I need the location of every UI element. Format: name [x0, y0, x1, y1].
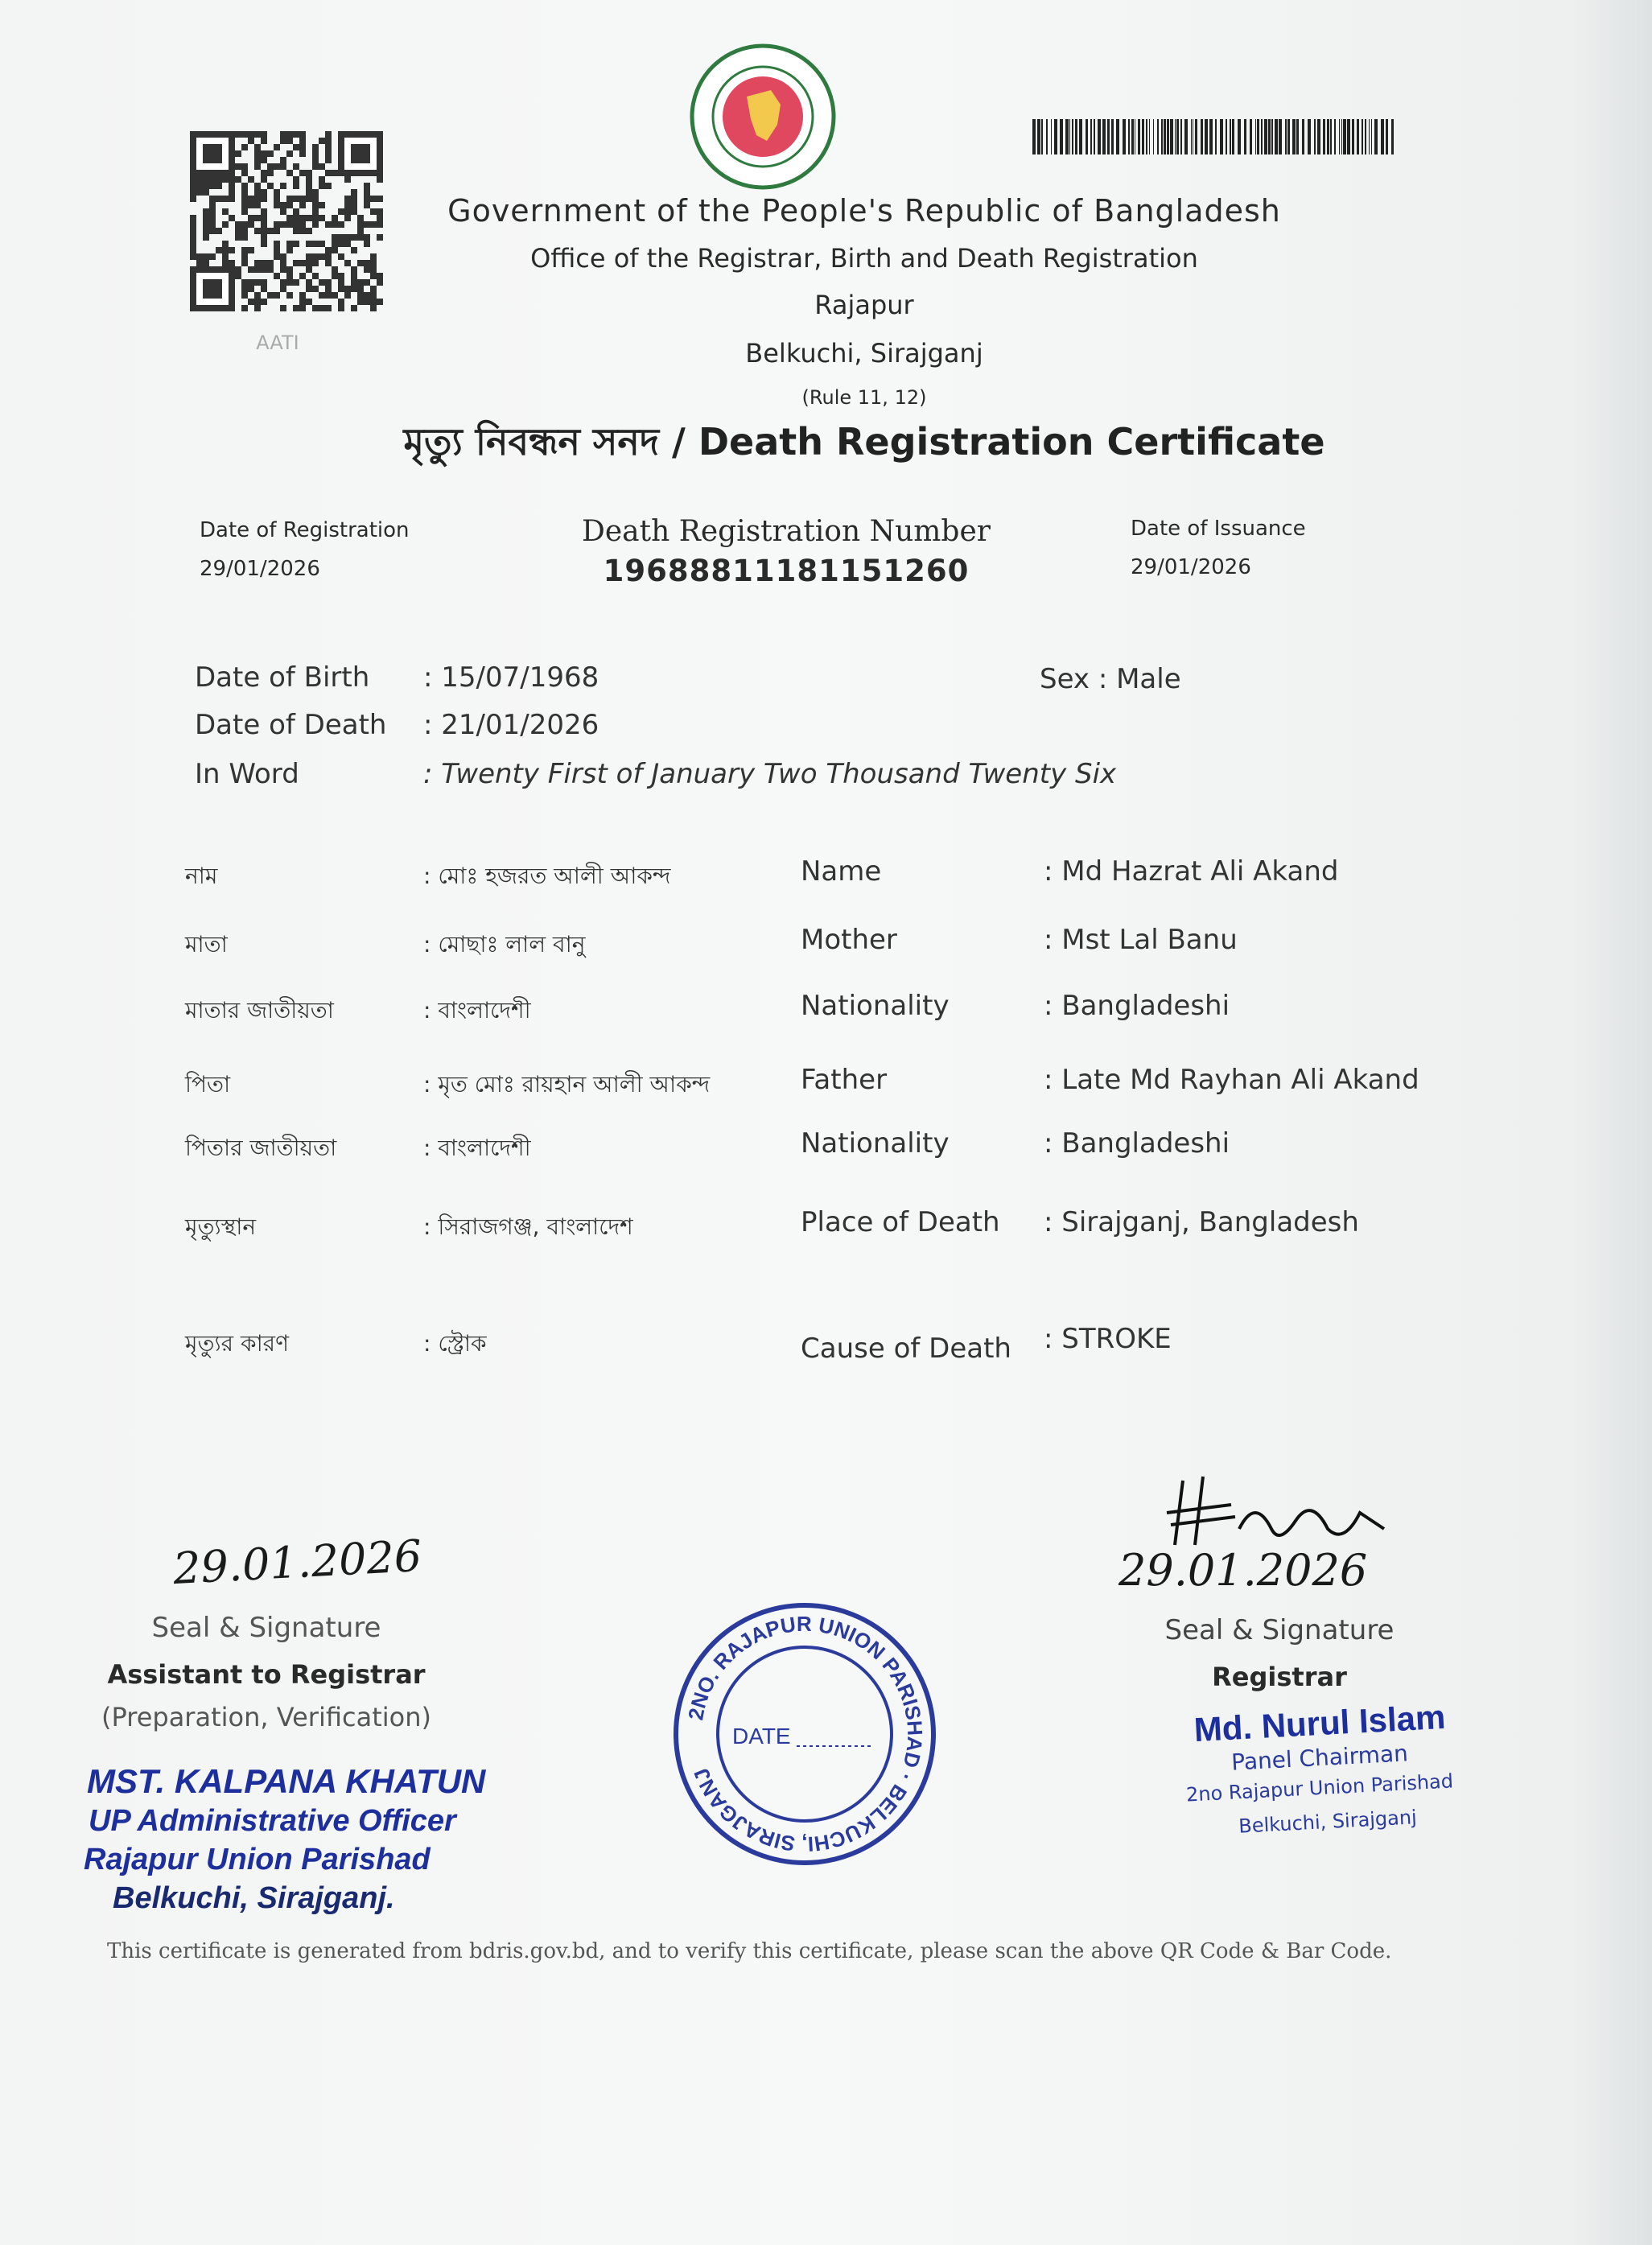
date-of-registration: 29/01/2026 — [200, 557, 320, 581]
registrar-stamp-line: Md. Nurul Islam — [1193, 1697, 1447, 1749]
registrar-role: Registrar — [1212, 1662, 1347, 1692]
bengali-field-label: পিতা — [185, 1071, 231, 1098]
field-value: : Mst Lal Banu — [1044, 924, 1238, 956]
union-parishad-round-stamp — [668, 1597, 941, 1871]
field-value: : STROKE — [1044, 1323, 1172, 1355]
left-seal-label: Seal & Signature — [151, 1612, 381, 1644]
bengali-field-label: মৃত্যুস্থান — [185, 1213, 257, 1240]
date-of-issuance-label: Date of Issuance — [1131, 517, 1306, 541]
bengali-field-label: নাম — [185, 863, 218, 889]
bengali-field-value: : মোঃ হজরত আলী আকন্দ — [423, 863, 671, 889]
qr-code — [188, 131, 385, 311]
registrar-handwritten-date: 29.01.2026 — [1118, 1545, 1368, 1596]
dod-label: Date of Death — [195, 709, 387, 741]
bengali-field-label: মাতা — [185, 931, 228, 958]
field-label: Name — [801, 855, 882, 888]
svg-text:DATE: DATE — [732, 1724, 791, 1749]
government-emblem — [682, 40, 843, 193]
bengali-field-label: পিতার জাতীয়তা — [185, 1135, 337, 1161]
field-label: Mother — [801, 924, 897, 956]
office-title: Office of the Registrar, Birth and Death Registration — [530, 243, 1198, 274]
bengali-field-value: : মোছাঃ লাল বানু — [423, 931, 586, 958]
registration-number: 19688811181151260 — [603, 554, 970, 588]
registration-number-label: Death Registration Number — [582, 515, 991, 548]
field-label: Place of Death — [801, 1206, 1000, 1238]
field-label: Nationality — [801, 1127, 950, 1160]
registrar-stamp-line: 2no Rajapur Union Parishad — [1185, 1769, 1454, 1806]
government-title: Government of the People's Republic of Bangladesh — [447, 193, 1281, 229]
bengali-field-value: : বাংলাদেশী — [423, 997, 531, 1024]
date-of-registration-label: Date of Registration — [200, 518, 410, 542]
in-word-value: : Twenty First of January Two Thousand Twenty Six — [423, 758, 1117, 790]
location: Belkuchi, Sirajganj — [745, 338, 983, 369]
dob-value: : 15/07/1968 — [423, 661, 599, 694]
field-value: : Bangladeshi — [1044, 1127, 1230, 1160]
date-of-issuance: 29/01/2026 — [1131, 555, 1251, 579]
union-name: Rajapur — [814, 290, 914, 320]
right-seal-label: Seal & Signature — [1164, 1614, 1395, 1646]
registrar-stamp-line: Belkuchi, Sirajganj — [1238, 1806, 1418, 1838]
sex: Sex : Male — [1040, 663, 1181, 695]
qr-caption: AATI — [256, 332, 299, 354]
bengali-field-label: মাতার জাতীয়তা — [185, 997, 334, 1024]
in-word-label: In Word — [195, 758, 299, 790]
field-value: : Bangladeshi — [1044, 990, 1230, 1022]
dob-label: Date of Birth — [195, 661, 370, 694]
bengali-field-label: মৃত্যুর কারণ — [185, 1330, 290, 1357]
registrar-stamp-line: Panel Chairman — [1230, 1740, 1409, 1776]
bengali-field-value: : স্ট্রোক — [423, 1330, 487, 1357]
dod-value: : 21/01/2026 — [423, 709, 599, 741]
certificate-title: মৃত্যু নিবন্ধন সনদ / Death Registration Certificate — [403, 420, 1325, 463]
field-value: : Md Hazrat Ali Akand — [1044, 855, 1339, 888]
assistant-stamp-line: Belkuchi, Sirajganj. — [113, 1881, 395, 1915]
field-label: Cause of Death — [801, 1333, 1011, 1365]
bengali-field-value: : বাংলাদেশী — [423, 1135, 531, 1161]
field-label: Nationality — [801, 990, 950, 1022]
assistant-stamp-line: MST. KALPANA KHATUN — [87, 1762, 486, 1800]
assistant-stamp-line: Rajapur Union Parishad — [84, 1843, 431, 1876]
field-value: : Late Md Rayhan Ali Akand — [1044, 1064, 1419, 1096]
barcode — [1032, 119, 1399, 154]
verification-footer: This certificate is generated from bdris.gov.bd, and to verify this certificate, please scan the above QR Code & Bar Code. — [107, 1939, 1392, 1963]
svg-text:2NO. RAJAPUR UNION PARISHAD ·: 2NO. RAJAPUR UNION PARISHAD · BELKUCHI, SIRAJGANJ — [683, 1611, 928, 1857]
assistant-note: (Preparation, Verification) — [101, 1702, 431, 1732]
bengali-field-value: : মৃত মোঃ রায়হান আলী আকন্দ — [423, 1071, 711, 1098]
rule-reference: (Rule 11, 12) — [801, 386, 927, 409]
bengali-field-value: : সিরাজগঞ্জ, বাংলাদেশ — [423, 1213, 633, 1240]
field-value: : Sirajganj, Bangladesh — [1044, 1206, 1359, 1238]
assistant-registrar-role: Assistant to Registrar — [107, 1659, 426, 1690]
field-label: Father — [801, 1064, 888, 1096]
assistant-handwritten-date: 29.01.2026 — [171, 1530, 423, 1595]
assistant-stamp-line: UP Administrative Officer — [89, 1804, 456, 1838]
